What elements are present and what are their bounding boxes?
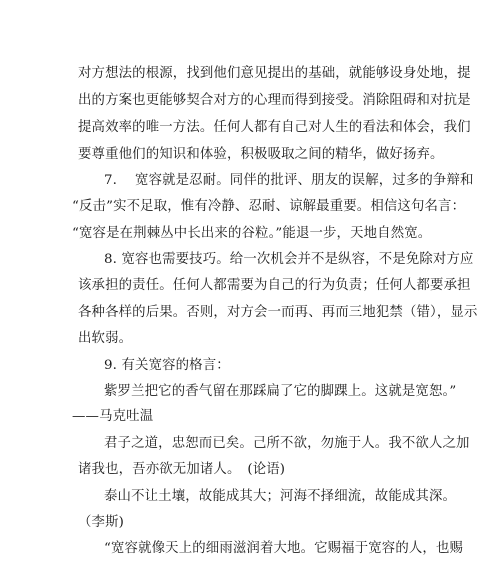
paragraph-line: “反击”实不足取，惟有冷静、忍耐、谅解最重要。相信这句名言： [72, 199, 466, 214]
quote-line: 泰山不让土壤，故能成其大；河海不择细流，故能成其深。 [104, 489, 457, 504]
paragraph-line: 该承担的责任。任何人都需要为自己的行为负责；任何人都要承担 [78, 278, 471, 293]
paragraph-line: 要尊重他们的知识和体验，积极吸取之间的精华，做好扬弃。 [78, 147, 444, 162]
quote-line: 诸我也，吾亦欲无加诸人。 (论语) [78, 462, 286, 477]
quote-attribution: ——马克吐温 [72, 409, 154, 424]
quote-line: 紫罗兰把它的香气留在那踩扁了它的脚踝上。这就是宽恕。” [104, 384, 457, 399]
quote-attribution: （李斯) [78, 515, 124, 530]
list-item-8: 8. 宽容也需要技巧。给一次机会并不是纵容，不是免除对方应 [104, 252, 474, 267]
paragraph-line: 各种各样的后果。否则，对方会一而再、再而三地犯禁（错），显示 [78, 305, 478, 320]
paragraph-line: 提高效率的唯一方法。任何人都有自己对人生的看法和体会，我们 [78, 120, 471, 135]
paragraph-line: 出的方案也更能够契合对方的心理而得到接受。消除阻碍和对抗是 [78, 93, 471, 108]
quote-line: 君子之道，忠恕而已矣。己所不欲，勿施于人。我不欲人之加 [104, 436, 470, 451]
paragraph-line: 对方想法的根源，找到他们意见提出的基础，就能够设身处地，提 [78, 66, 471, 81]
quote-line: “宽容就像天上的细雨滋润着大地。它赐福于宽容的人，也赐 [104, 541, 464, 556]
list-item-7: 7. 宽容就是忍耐。同伴的批评、朋友的误解，过多的争辩和 [104, 173, 474, 188]
paragraph-line: 出软弱。 [78, 331, 133, 346]
list-item-9: 9. 有关宽容的格言： [104, 358, 230, 373]
paragraph-line: “宽容是在荆棘丛中长出来的谷粒。”能退一步，天地自然宽。 [72, 226, 432, 241]
